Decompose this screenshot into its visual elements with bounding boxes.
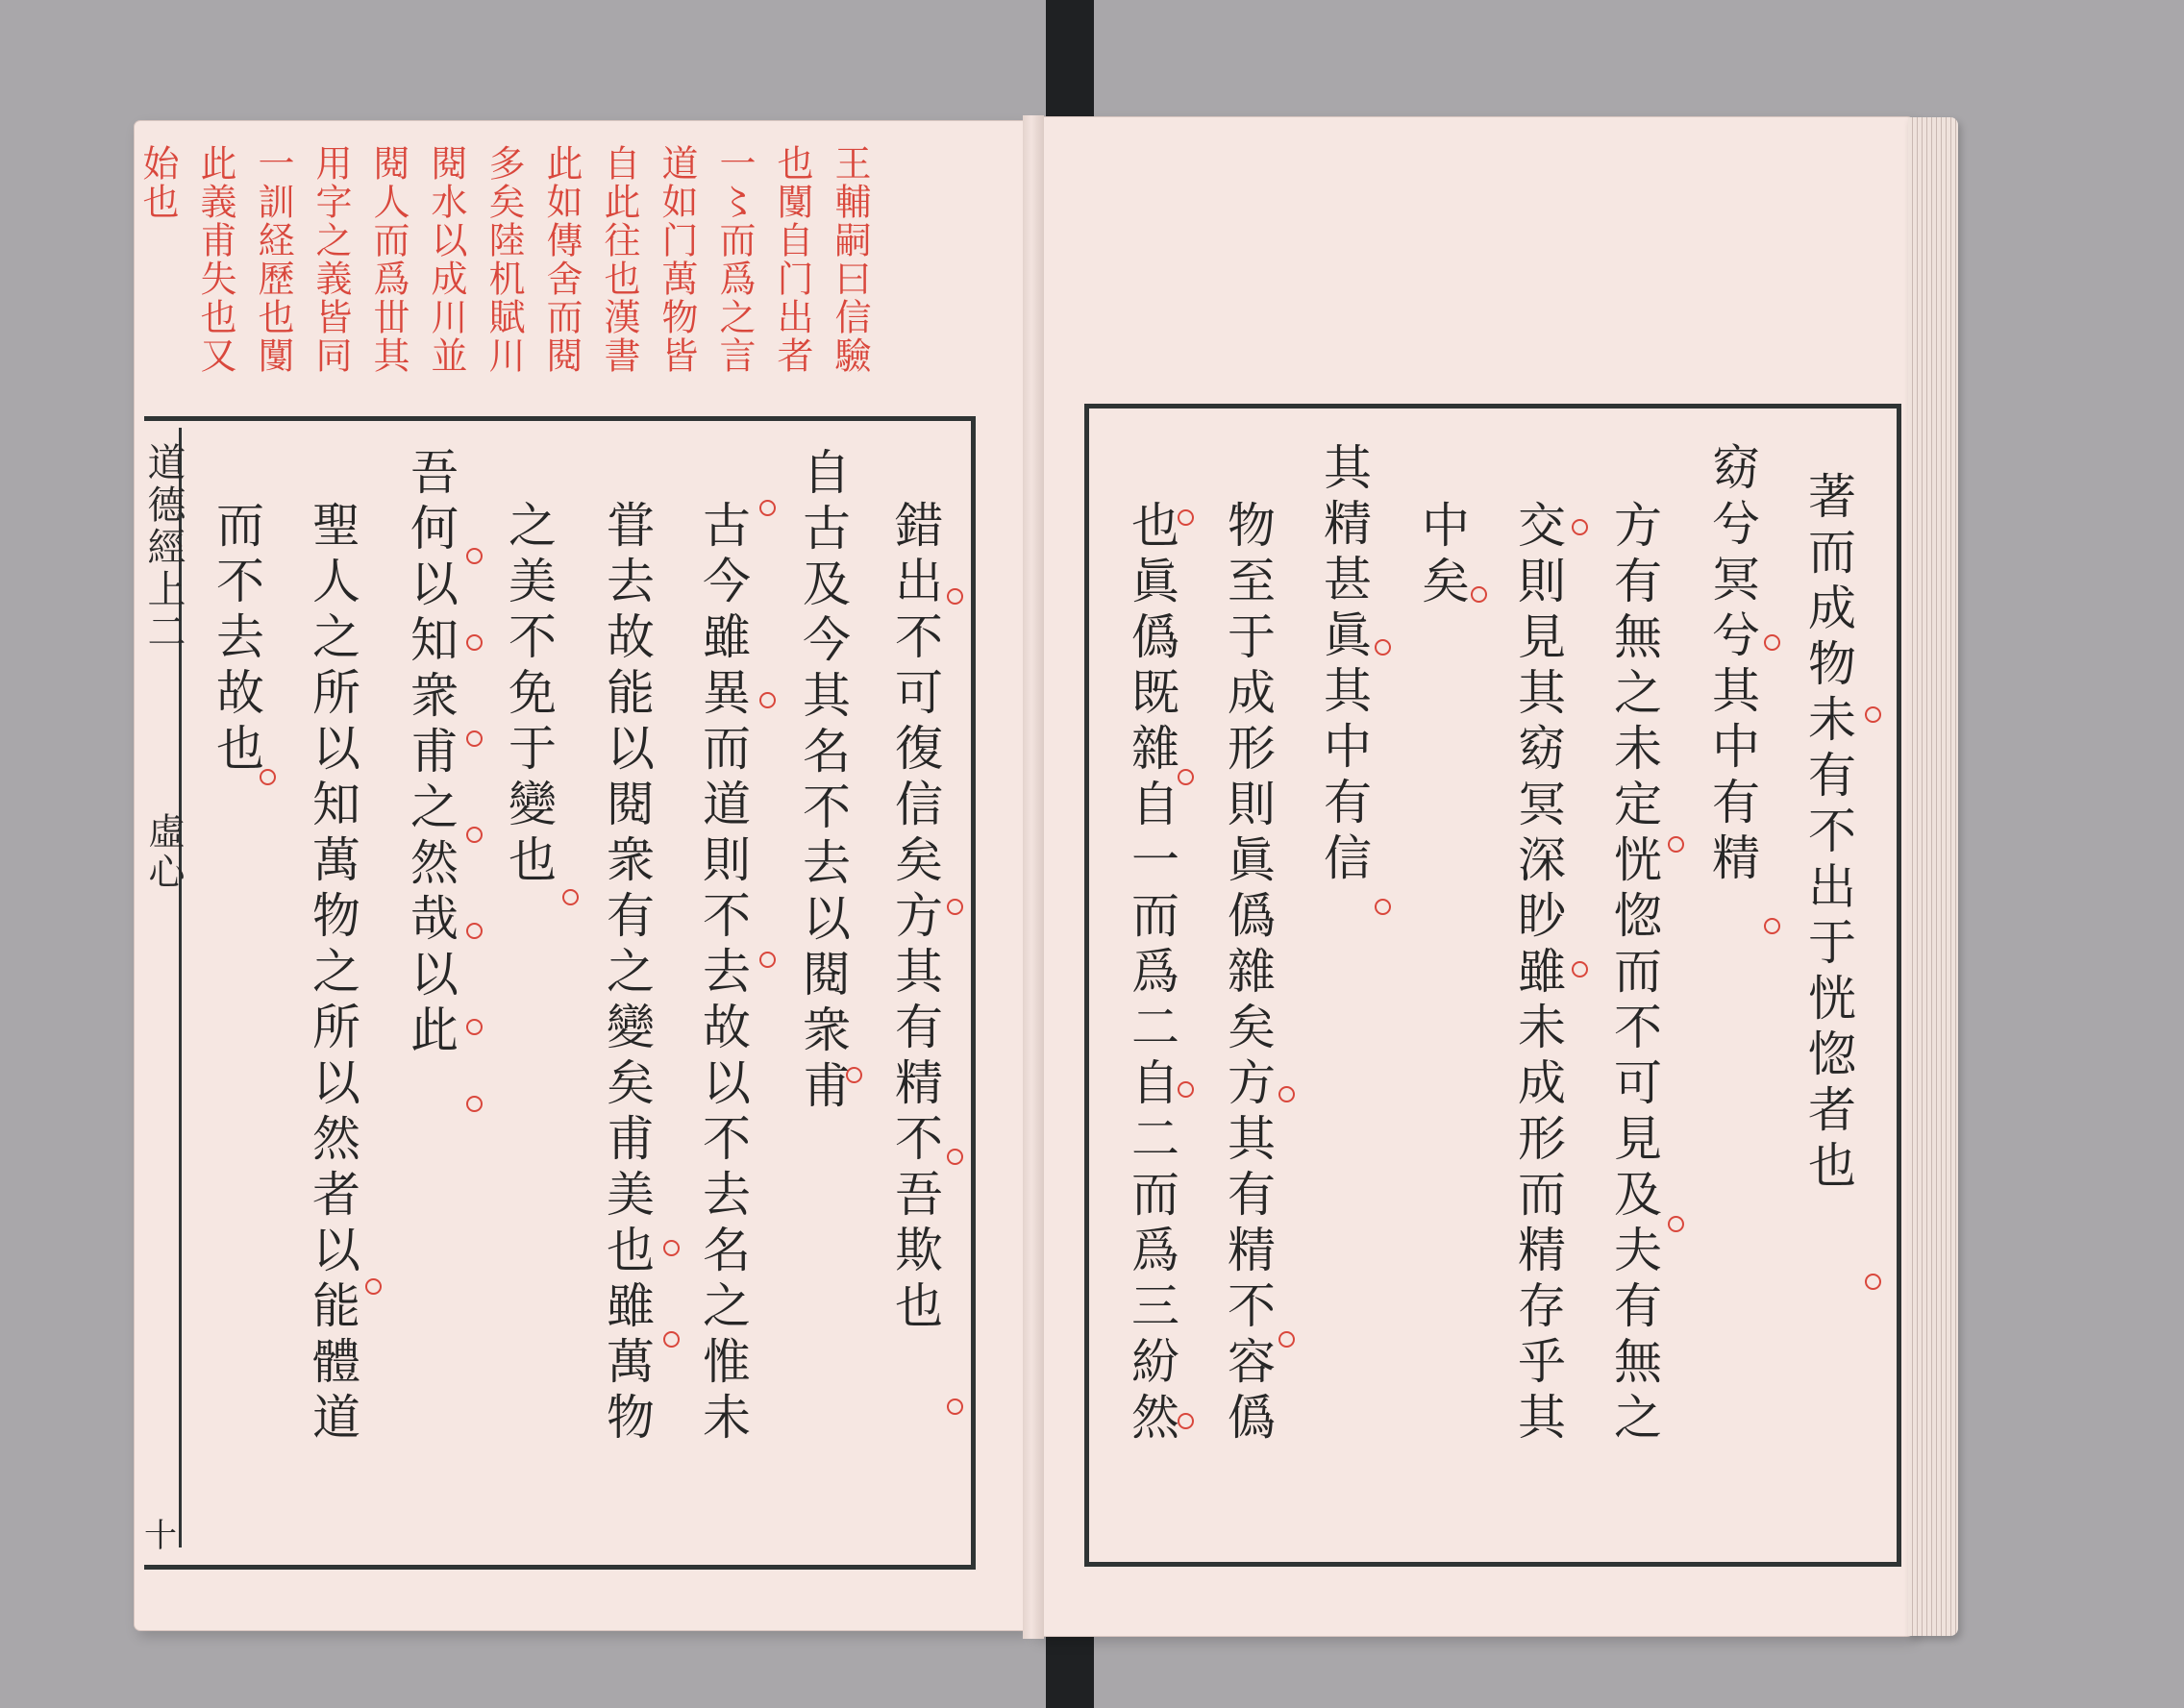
red-note-column: 閱水以成川並 [425, 144, 467, 375]
red-punctuation-mark [1375, 899, 1391, 915]
red-punctuation-mark [846, 1067, 862, 1083]
red-note-column: 也闅自门出者 [771, 144, 813, 375]
red-punctuation-mark [1865, 1274, 1881, 1290]
red-punctuation-mark [1572, 519, 1588, 535]
page-edges [1908, 117, 1958, 1636]
red-note-column: 始也 [136, 144, 179, 221]
right-text-frame [1084, 404, 1901, 1567]
red-punctuation-mark [663, 1240, 680, 1256]
red-punctuation-mark [1572, 961, 1588, 978]
text-column: 著而成物未有不出于恍惚者也 [1800, 471, 1856, 1196]
red-punctuation-mark [260, 769, 276, 785]
red-punctuation-mark [1178, 769, 1194, 785]
red-punctuation-mark [947, 1149, 963, 1165]
text-column: 也眞僞既雜自一而爲二自二而爲三紛然 [1124, 500, 1179, 1448]
text-column: 而不去故也 [209, 500, 264, 779]
red-punctuation-mark [1375, 639, 1391, 656]
red-punctuation-mark [759, 952, 776, 968]
red-punctuation-mark [947, 899, 963, 915]
red-punctuation-mark [1178, 1081, 1194, 1098]
red-punctuation-mark [1764, 918, 1780, 934]
text-column: 吾何以知衆甫之然哉以此 [403, 447, 459, 1060]
red-punctuation-mark [466, 1096, 483, 1112]
text-column: 甞去故能以閱衆有之變矣甫美也雖萬物 [599, 500, 655, 1448]
text-column: 聖人之所以知萬物之所以然者以能體道 [305, 500, 360, 1448]
red-punctuation-mark [1668, 836, 1684, 853]
red-punctuation-mark [466, 548, 483, 564]
text-column: 窈兮冥兮其中有精 [1704, 442, 1760, 888]
red-note-column: 閱人而爲丗其 [367, 144, 410, 375]
red-note-column: 此義甫失也又 [194, 144, 236, 375]
text-column: 古今雖異而道則不去故以不去名之惟未 [695, 500, 751, 1448]
text-column: 方有無之未定恍惚而不可見及夫有無之 [1606, 500, 1662, 1448]
red-note-column: 此如傳舍而閱 [540, 144, 583, 375]
red-punctuation-mark [365, 1278, 382, 1295]
red-punctuation-mark [1178, 509, 1194, 526]
red-punctuation-mark [1278, 1331, 1295, 1348]
text-column: 自古及今其名不去以閱衆甫 [795, 447, 851, 1116]
red-punctuation-mark [759, 692, 776, 708]
book-title: 道德經上二 [141, 442, 186, 654]
red-punctuation-mark [1278, 1086, 1295, 1102]
book-gutter [1023, 115, 1044, 1639]
red-punctuation-mark [466, 730, 483, 747]
red-punctuation-mark [1178, 1413, 1194, 1429]
section-title: 虛心 [142, 812, 185, 893]
red-punctuation-mark [663, 1331, 680, 1348]
red-annotations [136, 144, 873, 404]
red-punctuation-mark [466, 827, 483, 843]
red-punctuation-mark [1471, 586, 1487, 603]
red-punctuation-mark [562, 889, 579, 905]
text-column: 其精甚眞其中有信 [1316, 442, 1372, 888]
text-column: 中矣 [1414, 500, 1470, 611]
red-note-column: 用字之義皆同 [310, 144, 352, 375]
page-number: 十 [144, 1517, 177, 1555]
red-punctuation-mark [947, 1399, 963, 1415]
red-note-column: 王輔嗣曰信驗 [829, 144, 871, 375]
red-note-column: 自此往也漢書 [598, 144, 640, 375]
text-column: 物至于成形則眞僞雜矣方其有精不容僞 [1220, 500, 1276, 1448]
red-punctuation-mark [947, 588, 963, 605]
red-punctuation-mark [1668, 1216, 1684, 1232]
red-punctuation-mark [466, 923, 483, 939]
red-note-column: 一〻而爲之言 [713, 144, 756, 375]
text-column: 交則見其窈冥深眇雖未成形而精存乎其 [1510, 500, 1566, 1448]
text-column: 之美不免于變也 [501, 500, 557, 890]
red-punctuation-mark [466, 1019, 483, 1035]
red-punctuation-mark [466, 634, 483, 651]
red-punctuation-mark [1865, 706, 1881, 723]
red-punctuation-mark [1764, 634, 1780, 651]
text-column: 錯出不可復信矣方其有精不吾欺也 [887, 500, 943, 1336]
red-note-column: 一訓経歷也闅 [252, 144, 294, 375]
red-punctuation-mark [759, 500, 776, 516]
red-note-column: 多矣陸机賦川 [483, 144, 525, 375]
red-note-column: 道如门萬物皆 [656, 144, 698, 375]
